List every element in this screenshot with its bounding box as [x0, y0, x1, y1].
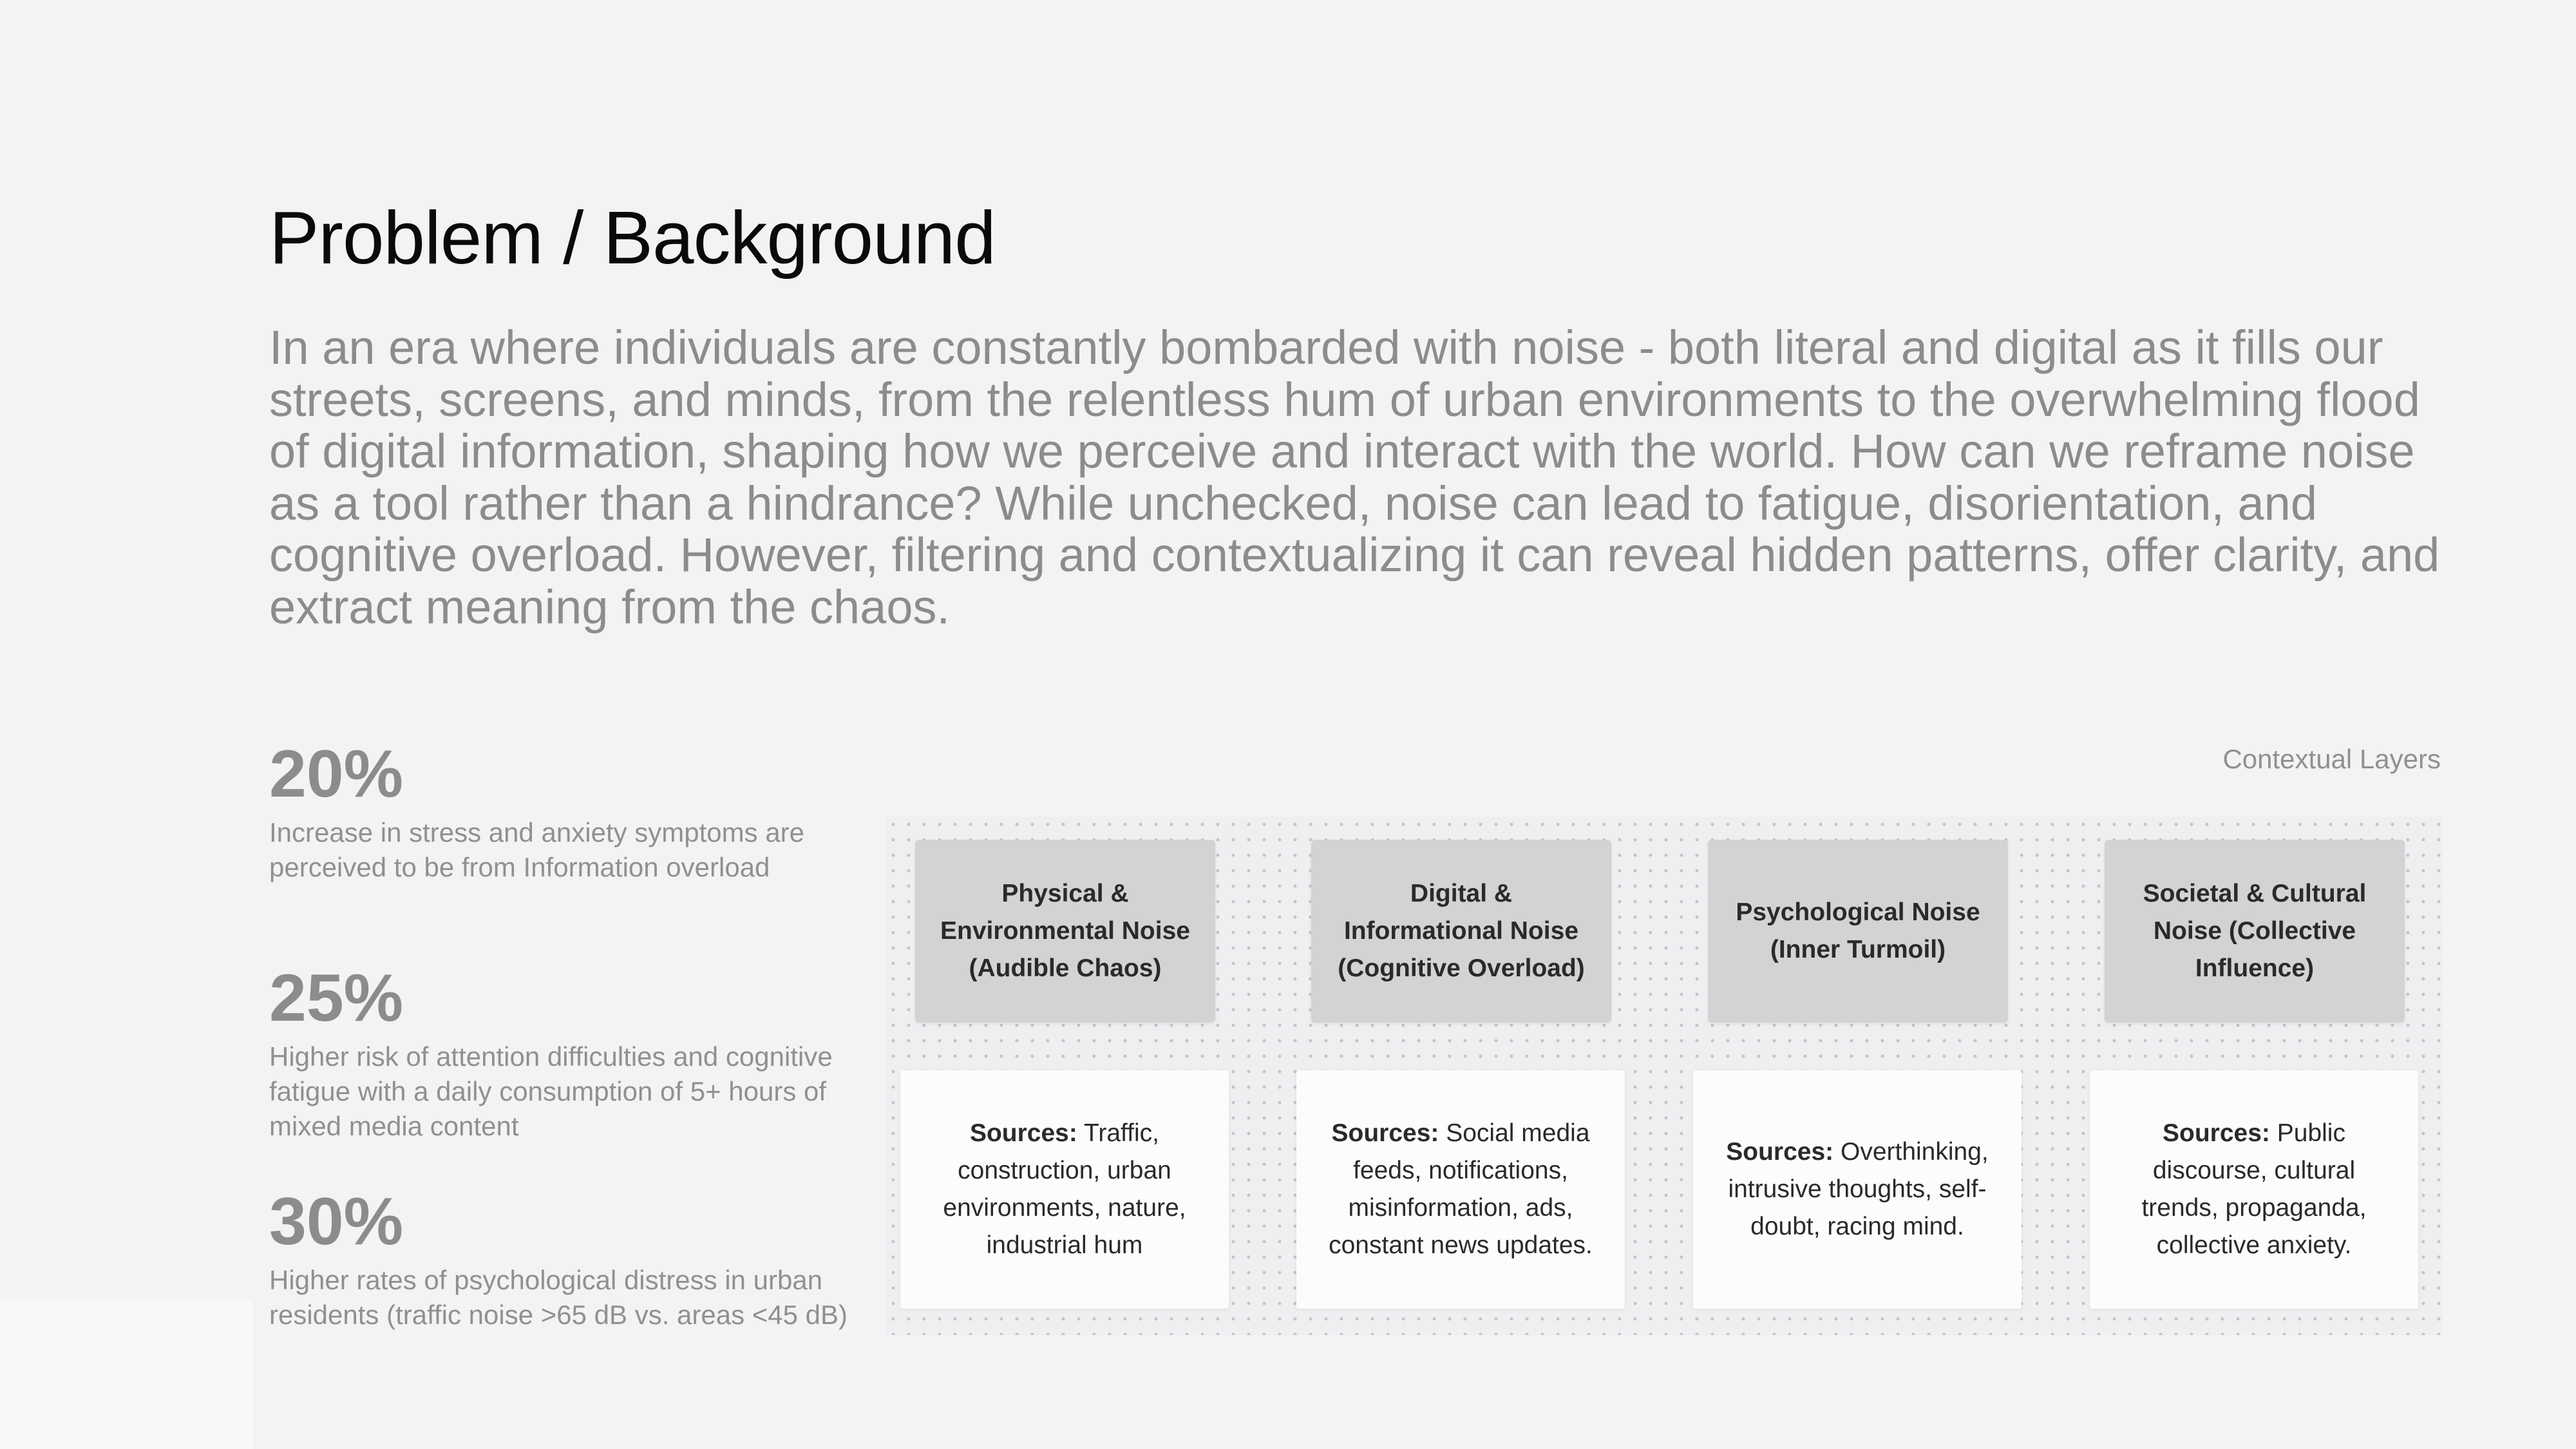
layer-sources-text: [1325, 1115, 1596, 1264]
corner-panel: [0, 1301, 253, 1449]
stat-description: Higher rates of psychological distress in urban residents (traffic noise >65 dB vs. areas <45 dB): [269, 1265, 848, 1330]
stat-block: [269, 1184, 849, 1332]
sources-label: Sources:: [1726, 1138, 1834, 1166]
sources-list: Overthinking, intrusive thoughts, self-doubt, racing mind.: [1728, 1138, 1989, 1240]
sources-label: Sources:: [2163, 1119, 2270, 1147]
stat-description: Increase in stress and anxiety symptoms are perceived to be from Information overload: [269, 817, 805, 882]
stat-value: 25%: [269, 961, 404, 1036]
layer-societal: [2090, 817, 2418, 1335]
layer-digital: [1296, 817, 1625, 1335]
layer-heading: Societal & Cultural Noise (Collective Influence): [2105, 840, 2405, 1023]
sources-label: Sources:: [969, 1119, 1077, 1147]
layer-physical: [900, 817, 1229, 1335]
stat-value: 20%: [269, 737, 404, 811]
diagram-label: Contextual Layers: [2222, 744, 2441, 774]
layer-sources-text: [2118, 1115, 2390, 1264]
page-title: Problem / Background: [269, 196, 996, 279]
sources-list: Social media feeds, notifications, misinformation, ads, constant news updates.: [1329, 1119, 1593, 1259]
sources-list: Traffic, construction, urban environments, nature, industrial hum: [943, 1119, 1186, 1259]
contextual-layers-diagram: [886, 817, 2443, 1335]
stat-description: Higher risk of attention difficulties and cognitive fatigue with a daily consumption of 5+ hours of mixed media content: [269, 1041, 833, 1141]
layer-sources: [1296, 1070, 1625, 1309]
layer-sources-text: [929, 1115, 1200, 1264]
layer-heading: Physical & Environmental Noise (Audible Chaos): [915, 840, 1215, 1023]
intro-paragraph: In an era where individuals are constantly bombarded with noise - both literal and digital as it fills our streets, screens, and minds, from the relentless hum of urban environments to the overwhelming flood of digital information, shaping how we perceive and interact with the world. How can we reframe noise as a tool rather than a hindrance? While unchecked, noise can lead to fatigue, disorientation, and cognitive overload. However, filtering and contextualizing it can reveal hidden patterns, offer clarity, and extract meaning from the chaos.: [269, 321, 2440, 634]
layer-sources: [900, 1070, 1229, 1309]
layer-heading: Psychological Noise (Inner Turmoil): [1708, 840, 2008, 1023]
stat-value: 30%: [269, 1184, 404, 1259]
sources-label: Sources:: [1331, 1119, 1439, 1147]
layer-heading: Digital & Informational Noise (Cognitive Overload): [1311, 840, 1611, 1023]
sources-list: Public discourse, cultural trends, propaganda, collective anxiety.: [2141, 1119, 2367, 1259]
stat-block: [269, 961, 849, 1144]
layer-sources: [2090, 1070, 2418, 1309]
layer-sources: [1693, 1070, 2022, 1309]
layer-sources-text: [1721, 1133, 1993, 1245]
layer-psychological: [1693, 817, 2022, 1335]
stat-block: [269, 737, 849, 885]
